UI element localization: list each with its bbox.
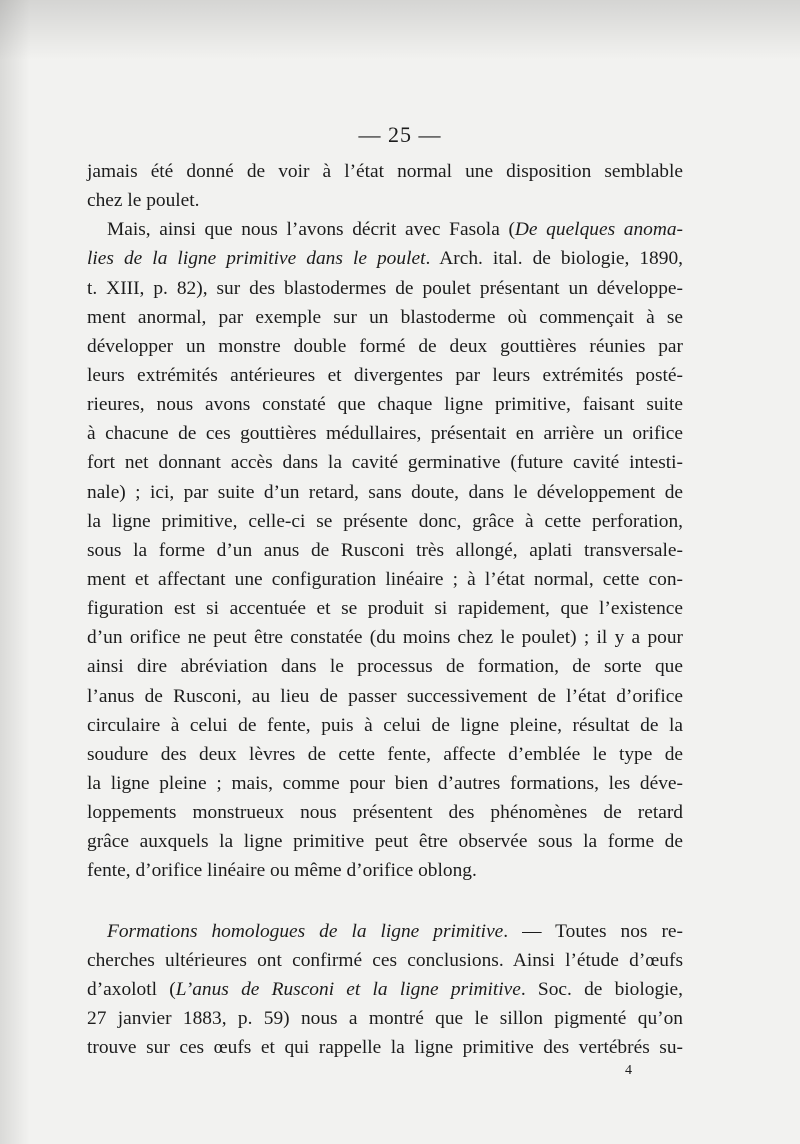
text-line	[87, 769, 683, 798]
italic-text: De quelques anoma-	[514, 219, 684, 241]
text-run: développer un monstre double formé de deux gouttières réunies par	[87, 335, 683, 357]
text-run: . — Toutes nos re-	[503, 920, 683, 942]
italic-text: Formations homologues de la ligne primitive	[107, 920, 504, 942]
text-run: . Soc. de biologie,	[520, 978, 684, 1000]
text-line	[87, 157, 683, 186]
signature-mark: 4	[625, 1063, 632, 1078]
text-line	[87, 215, 683, 244]
text-run: à chacune de ces gouttières médullaires, présentait en arrière un orifice	[87, 423, 683, 445]
paragraph	[87, 215, 683, 885]
text-run: d’un orifice ne peut être constatée (du moins chez le poulet) ; il y a pour	[87, 627, 683, 649]
text-run: ment et affectant une configuration linéaire ; à l’état normal, cette con-	[87, 568, 683, 590]
text-line	[87, 827, 683, 856]
text-line	[87, 623, 683, 652]
text-run: l’anus de Rusconi, au lieu de passer successivement de l’état d’orifice	[87, 685, 683, 707]
text-line	[87, 652, 683, 681]
text-run: . Arch. ital. de biologie, 1890,	[425, 248, 683, 270]
text-run: grâce auxquels la ligne primitive peut être observée sous la forme de	[87, 831, 683, 853]
page-number: — 25 —	[358, 122, 442, 147]
italic-text: L’anus de Rusconi et la ligne primitive	[175, 978, 521, 1000]
text-run: 27 janvier 1883, p. 59) nous a montré que le sillon pigmenté qu’on	[87, 1007, 683, 1029]
text-run: chez le poulet.	[87, 190, 200, 212]
text-line	[87, 856, 683, 885]
text-run: la ligne primitive, celle-ci se présente donc, grâce à cette perforation,	[87, 510, 683, 532]
text-run: figuration est si accentuée et se produit si rapidement, que l’existence	[87, 598, 683, 620]
text-run: loppements monstrueux nous présentent des phénomènes de retard	[87, 802, 683, 824]
body-text	[87, 157, 683, 1062]
text-line	[87, 448, 683, 477]
text-line	[87, 186, 683, 215]
text-line	[87, 798, 683, 827]
text-run: la ligne pleine ; mais, comme pour bien d’autres formations, les déve-	[87, 772, 683, 794]
text-run: soudure des deux lèvres de cette fente, affecte d’emblée le type de	[87, 743, 683, 765]
text-line	[87, 682, 683, 711]
text-line	[87, 1004, 683, 1033]
text-line	[87, 361, 683, 390]
text-run: nale) ; ici, par suite d’un retard, sans doute, dans le développement de	[87, 481, 683, 503]
text-run: ainsi dire abréviation dans le processus de formation, de sorte que	[87, 656, 683, 678]
text-run: Mais, ainsi que nous l’avons décrit avec Fasola (	[107, 219, 515, 241]
paragraph	[87, 917, 683, 1063]
text-line	[87, 419, 683, 448]
italic-text: lies de la ligne primitive dans le poulet	[87, 248, 426, 270]
text-line	[87, 332, 683, 361]
text-line	[87, 507, 683, 536]
text-run: trouve sur ces œufs et qui rappelle la ligne primitive des vertébrés su-	[87, 1037, 683, 1059]
text-line	[87, 390, 683, 419]
text-line	[87, 565, 683, 594]
text-line	[87, 946, 683, 975]
text-run: circulaire à celui de fente, puis à celui de ligne pleine, résultat de la	[87, 714, 683, 736]
text-run: jamais été donné de voir à l’état normal une disposition semblable	[87, 161, 683, 182]
text-run: sous la forme d’un anus de Rusconi très allongé, aplati transversale-	[87, 539, 683, 561]
text-run: cherches ultérieures ont confirmé ces conclusions. Ainsi l’étude d’œufs	[87, 949, 683, 971]
text-run: leurs extrémités antérieures et divergentes par leurs extrémités posté-	[87, 364, 683, 386]
text-line	[87, 274, 683, 303]
text-run: rieures, nous avons constaté que chaque ligne primitive, faisant suite	[87, 394, 683, 416]
text-line	[87, 1033, 683, 1062]
text-line	[87, 917, 683, 946]
text-run: d’axolotl (	[87, 978, 176, 1000]
text-line	[87, 975, 683, 1004]
text-line	[87, 303, 683, 332]
text-line	[87, 244, 683, 273]
text-line	[87, 740, 683, 769]
text-line	[87, 536, 683, 565]
text-line	[87, 594, 683, 623]
text-run: fort net donnant accès dans la cavité germinative (future cavité intesti-	[87, 452, 683, 474]
text-run: fente, d’orifice linéaire ou même d’orifice oblong.	[87, 860, 477, 882]
text-run: ment anormal, par exemple sur un blastoderme où commençait à se	[87, 306, 683, 328]
text-line	[87, 478, 683, 507]
text-line	[87, 711, 683, 740]
paragraph	[87, 157, 683, 215]
text-run: t. XIII, p. 82), sur des blastodermes de poulet présentant un développe-	[87, 277, 683, 299]
paragraph-gap	[87, 886, 683, 917]
